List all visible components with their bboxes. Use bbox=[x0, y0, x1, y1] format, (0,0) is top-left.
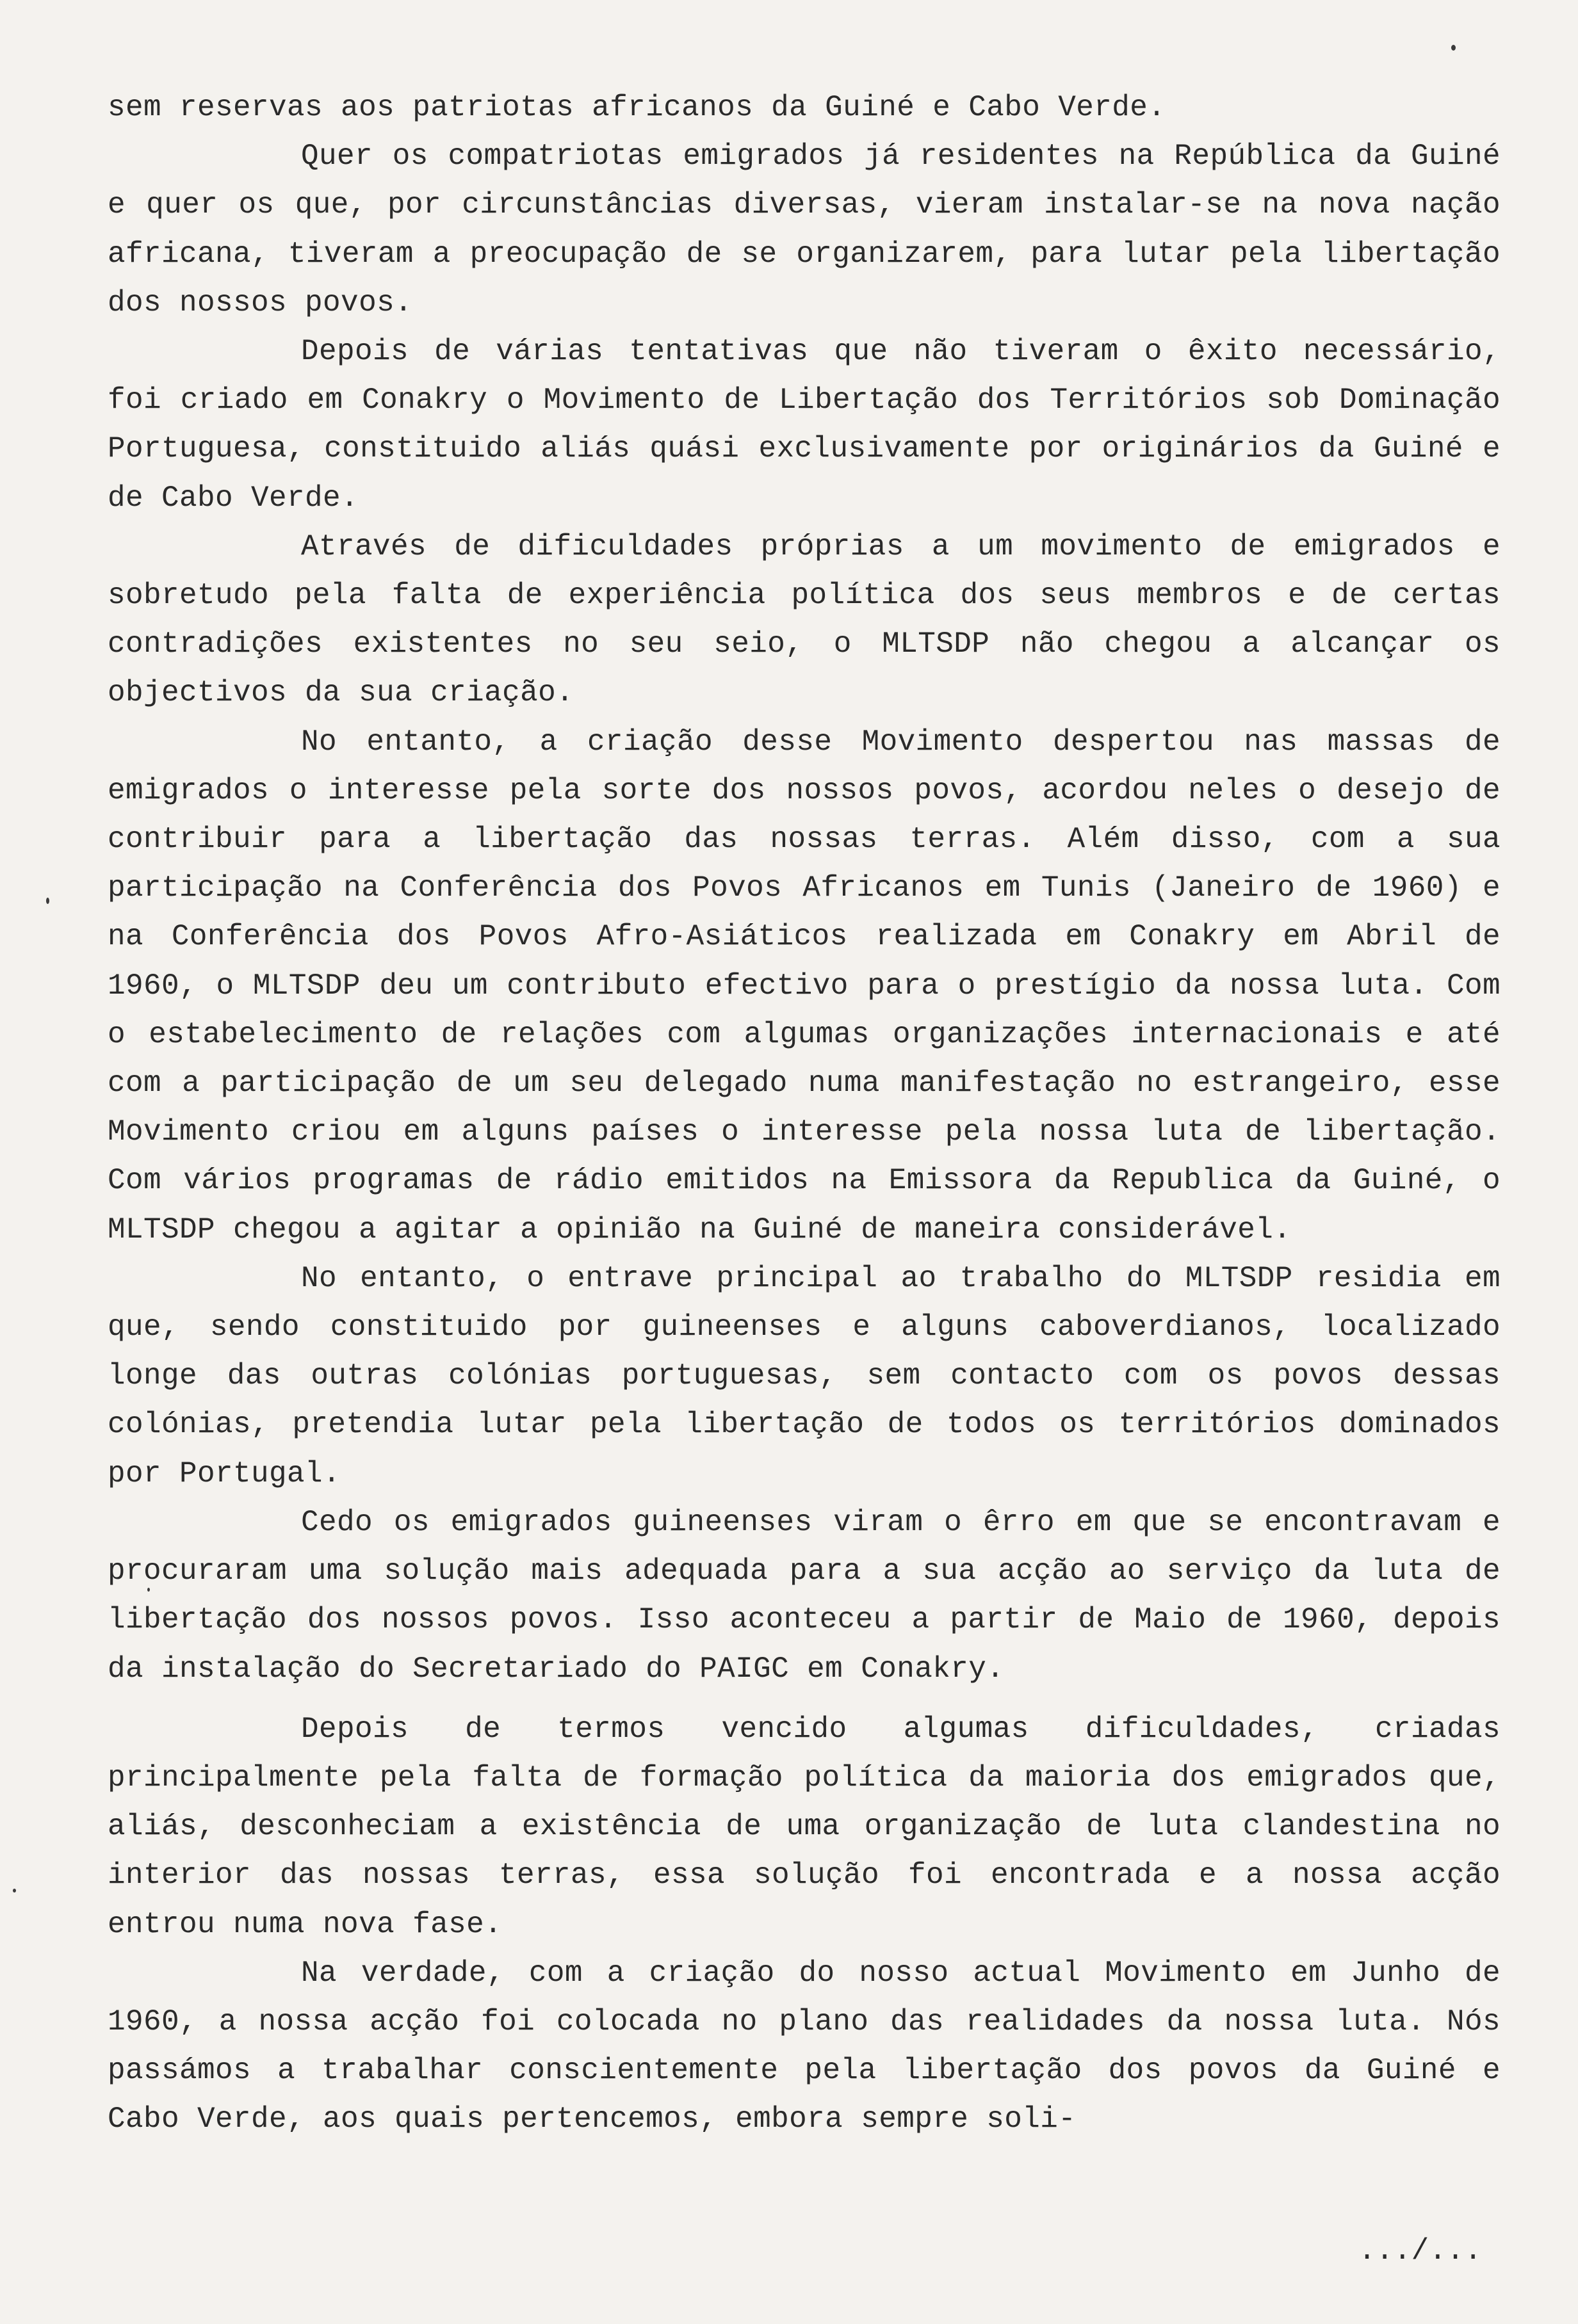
document-body bbox=[108, 83, 1501, 2144]
continuation-marker: .../... bbox=[1358, 2234, 1482, 2268]
scan-speck bbox=[13, 1889, 16, 1892]
paragraph-2: Quer os compatriotas emigrados já residentes na República da Guiné e quer os que, por circunstâncias diversas, vieram instalar-se na nova nação africana, tiveram a preocupação de se organizarem, para lutar pela libertação dos nossos povos. bbox=[108, 140, 1501, 319]
paragraph-3: Depois de várias tentativas que não tiveram o êxito necessário, foi criado em Conakry o Movimento de Libertação dos Territórios sob Dominação Portuguesa, constituido aliás quási exclusivamente por originários da Guiné e de Cabo Verde. bbox=[108, 335, 1501, 515]
paragraph-8: Depois de termos vencido algumas dificuldades, criadas principalmente pela falta de formação política da maioria dos emigrados que, aliás, desconheciam a existência de uma organização de luta clandestina no interior das nossas terras, essa solução foi encontrada e a nossa acção entrou numa nova fase. bbox=[108, 1712, 1501, 1941]
paragraph-6: No entanto, o entrave principal ao trabalho do MLTSDP residia em que, sendo constituido por guineenses e alguns caboverdianos, localizado longe das outras colónias portuguesas, sem contacto com os povos dessas colónias, pretendia lutar pela libertação de todos os territórios dominados por Portugal. bbox=[108, 1261, 1501, 1490]
paragraph-9: Na verdade, com a criação do nosso actual Movimento em Junho de 1960, a nossa acção foi colocada no plano das realidades da nossa luta. Nós passámos a trabalhar conscientemente pela libertação dos povos da Guiné e Cabo Verde, aos quais pertencemos, embora sempre soli- bbox=[108, 1956, 1501, 2136]
scan-speck bbox=[46, 898, 49, 904]
paragraph-7: Cedo os emigrados guineenses viram o êrro em que se encontravam e procuraram uma solução mais adequada para a sua acção ao serviço da luta de libertação dos nossos povos. Isso aconteceu a partir de Maio de 1960, depois da instalação do Secretariado do PAIGC em Conakry. bbox=[108, 1505, 1501, 1686]
paragraph-5: No entanto, a criação desse Movimento despertou nas massas de emigrados o interesse pela sorte dos nossos povos, acordou neles o desejo de contribuir para a libertação das nossas terras. Além disso, com a sua participação na Conferência dos Povos Africanos em Tunis (Janeiro de 1960) e na Conferência dos Povos Afro-Asiáticos realizada em Conakry em Abril de 1960, o MLTSDP deu um contributo efectivo para o prestígio da nossa luta. Com o estabelecimento de relações com algumas organizações internacionais e até com a participação de um seu delegado numa manifestação no estrangeiro, esse Movimento criou em alguns países o interesse pela nossa luta de libertação. Com vários programas de rádio emitidos na Emissora da Republica da Guiné, o MLTSDP chegou a agitar a opinião na Guiné de maneira considerável. bbox=[108, 725, 1501, 1247]
paragraph-1: sem reservas aos patriotas africanos da Guiné e Cabo Verde. bbox=[108, 91, 1166, 124]
scan-speck bbox=[1451, 45, 1456, 51]
paragraph-4: Através de dificuldades próprias a um movimento de emigrados e sobretudo pela falta de experiência política dos seus membros e de certas contradições existentes no seu seio, o MLTSDP não chegou a alcançar os objectivos da sua criação. bbox=[108, 529, 1501, 710]
scan-speck bbox=[147, 1588, 150, 1592]
